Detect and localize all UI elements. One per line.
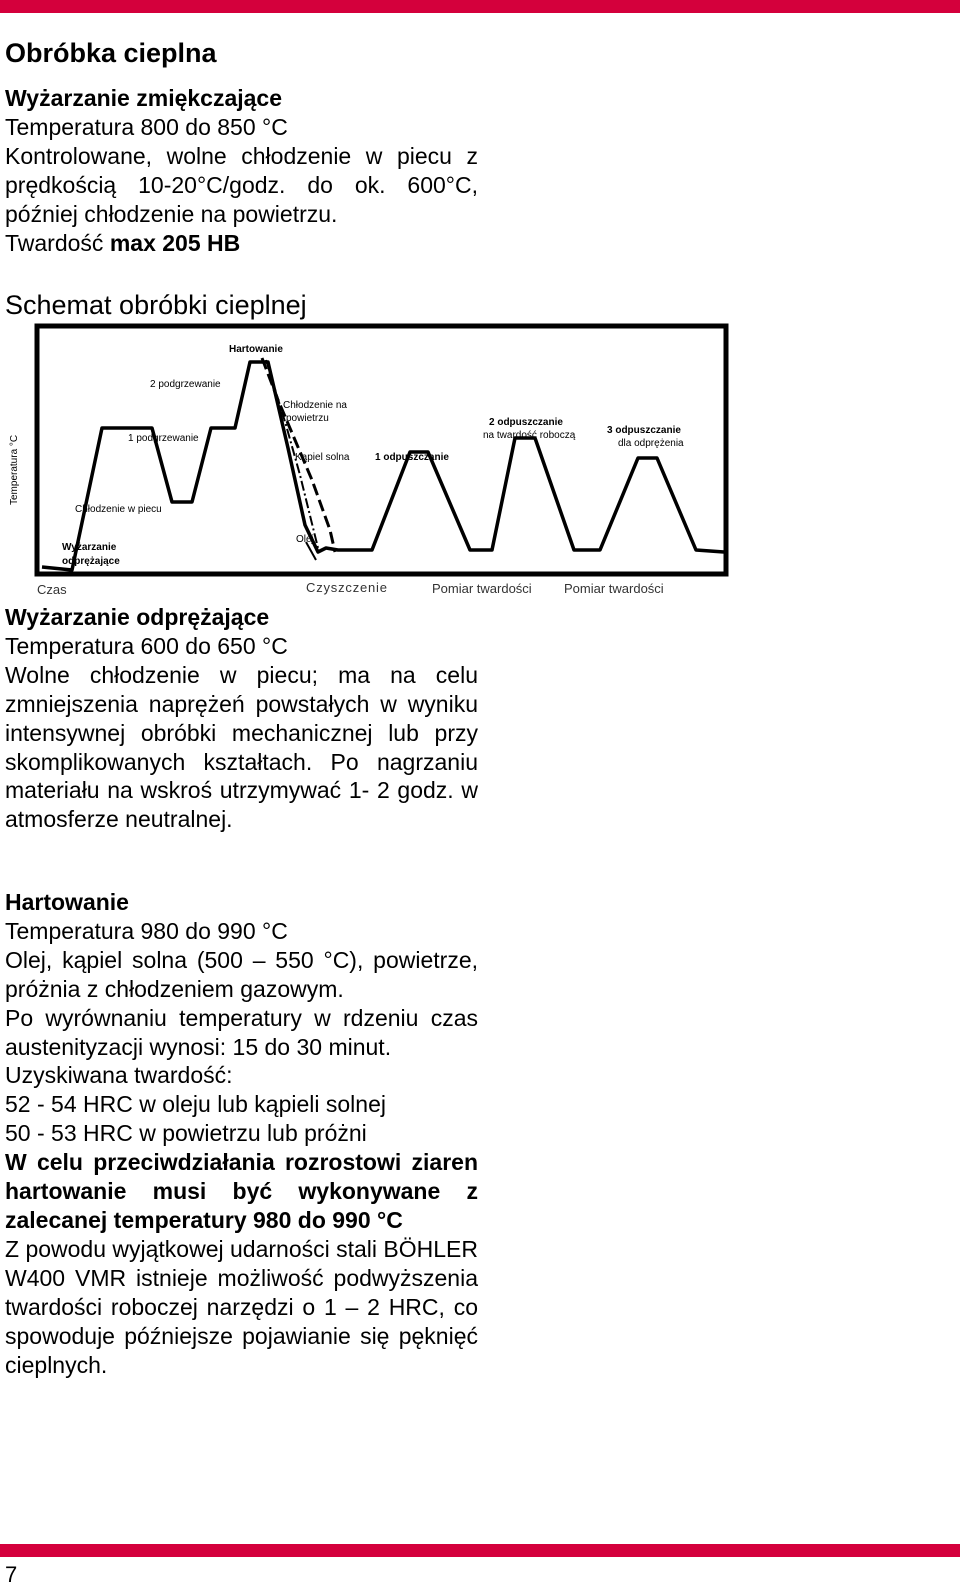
label-2-podgrzewanie: 2 podgrzewanie [150, 379, 221, 390]
label-powietrzu: powietrzu [286, 413, 329, 424]
hardness-value: max 205 HB [109, 229, 241, 256]
hardness-oil: 52 - 54 HRC w oleju lub kąpieli solnej [5, 1091, 386, 1118]
note-text: Z powodu wyjątkowej udarności stali BÖHLER W400 VMR istnieje możliwość podwyższenia twardości roboczej narzędzi o 1 – 2 HRC, co spowoduje późniejsze pojawianie się pęknięć cieplnych. [5, 1235, 478, 1378]
temperature-text: Temperatura 980 do 990 °C [5, 917, 288, 944]
page-number: 7 [5, 1562, 18, 1587]
label-czas: Czas [37, 582, 67, 597]
hardness-air: 50 - 53 HRC w powietrzu lub próżni [5, 1120, 367, 1147]
label-pomiar-twardosci-2: Pomiar twardości [564, 581, 664, 596]
label-1-podgrzewanie: 1 podgrzewanie [128, 433, 199, 444]
top-accent-bar [0, 0, 960, 13]
section-body: Kontrolowane, wolne chłodzenie w piecu z prędkością 10-20°C/godz. do ok. 600°C, później chłodzenie na powietrzu. [5, 142, 478, 227]
section-stress-relief [5, 603, 478, 834]
label-dla-odprezenia: dla odprężenia [618, 438, 684, 449]
temperature-text: Temperatura 800 do 850 °C [5, 113, 288, 140]
label-odprezajace: odprężające [62, 556, 120, 567]
section-soft-annealing [5, 84, 478, 257]
label-2-odpuszczanie: 2 odpuszczanie [489, 417, 563, 428]
label-czyszczenie: Czyszczenie [306, 580, 388, 595]
label-olej: Olej [296, 534, 314, 545]
y-axis-label: Temperatura °C [9, 434, 20, 505]
warning-text: W celu przeciwdziałania rozrostowi ziaren hartowanie musi być wykonywane z zalecanej temperatury 980 do 990 °C [5, 1149, 478, 1233]
label-na-twardosc-robocza: na twardość roboczą [483, 430, 576, 441]
section-heading: Hartowanie [5, 889, 129, 915]
bottom-accent-bar [0, 1544, 960, 1557]
label-3-odpuszczanie: 3 odpuszczanie [607, 425, 681, 436]
temperature-text: Temperatura 600 do 650 °C [5, 632, 288, 659]
schema-title: Schemat obróbki cieplnej [5, 290, 307, 320]
section-heading: Wyżarzanie odprężające [5, 604, 270, 630]
section-heading: Wyżarzanie zmiękczające [5, 85, 283, 111]
hardness-prefix: Twardość [5, 229, 110, 256]
process-curve [42, 362, 724, 570]
label-kapiel-solna: Kąpiel solna [295, 452, 350, 463]
label-chlodzenie-na: Chłodzenie na [283, 400, 347, 411]
austenitization-text: Po wyrównaniu temperatury w rdzeniu czas austenityzacji wynosi: 15 do 30 minut. [5, 1004, 478, 1060]
label-hartowanie: Hartowanie [229, 344, 283, 355]
hardness-title: Uzyskiwana twardość: [5, 1062, 233, 1089]
page-title: Obróbka cieplna [5, 38, 217, 68]
hardness-line [5, 229, 478, 258]
section-body: Wolne chłodzenie w piecu; ma na celu zmniejszenia naprężeń powstałych w wyniku intensywnej obróbki mechanicznej lub przy skomplikowanych kształtach. Po nagrzaniu materiału na wskroś utrzymywać 1- 2 godz. w atmosferze neutralnej. [5, 661, 478, 833]
label-chlodzenie-w-piecu: Chłodzenie w piecu [75, 504, 162, 515]
section-hardening [5, 888, 478, 1379]
label-pomiar-twardosci-1: Pomiar twardości [432, 581, 532, 596]
label-wyzarzanie: Wyżarzanie [62, 542, 117, 553]
quench-media-text: Olej, kąpiel solna (500 – 550 °C), powietrze, próżnia z chłodzeniem gazowym. [5, 946, 478, 1002]
heat-treatment-diagram [0, 320, 740, 610]
diagram-frame [37, 326, 726, 574]
label-1-odpuszczanie: 1 odpuszczanie [375, 452, 449, 463]
